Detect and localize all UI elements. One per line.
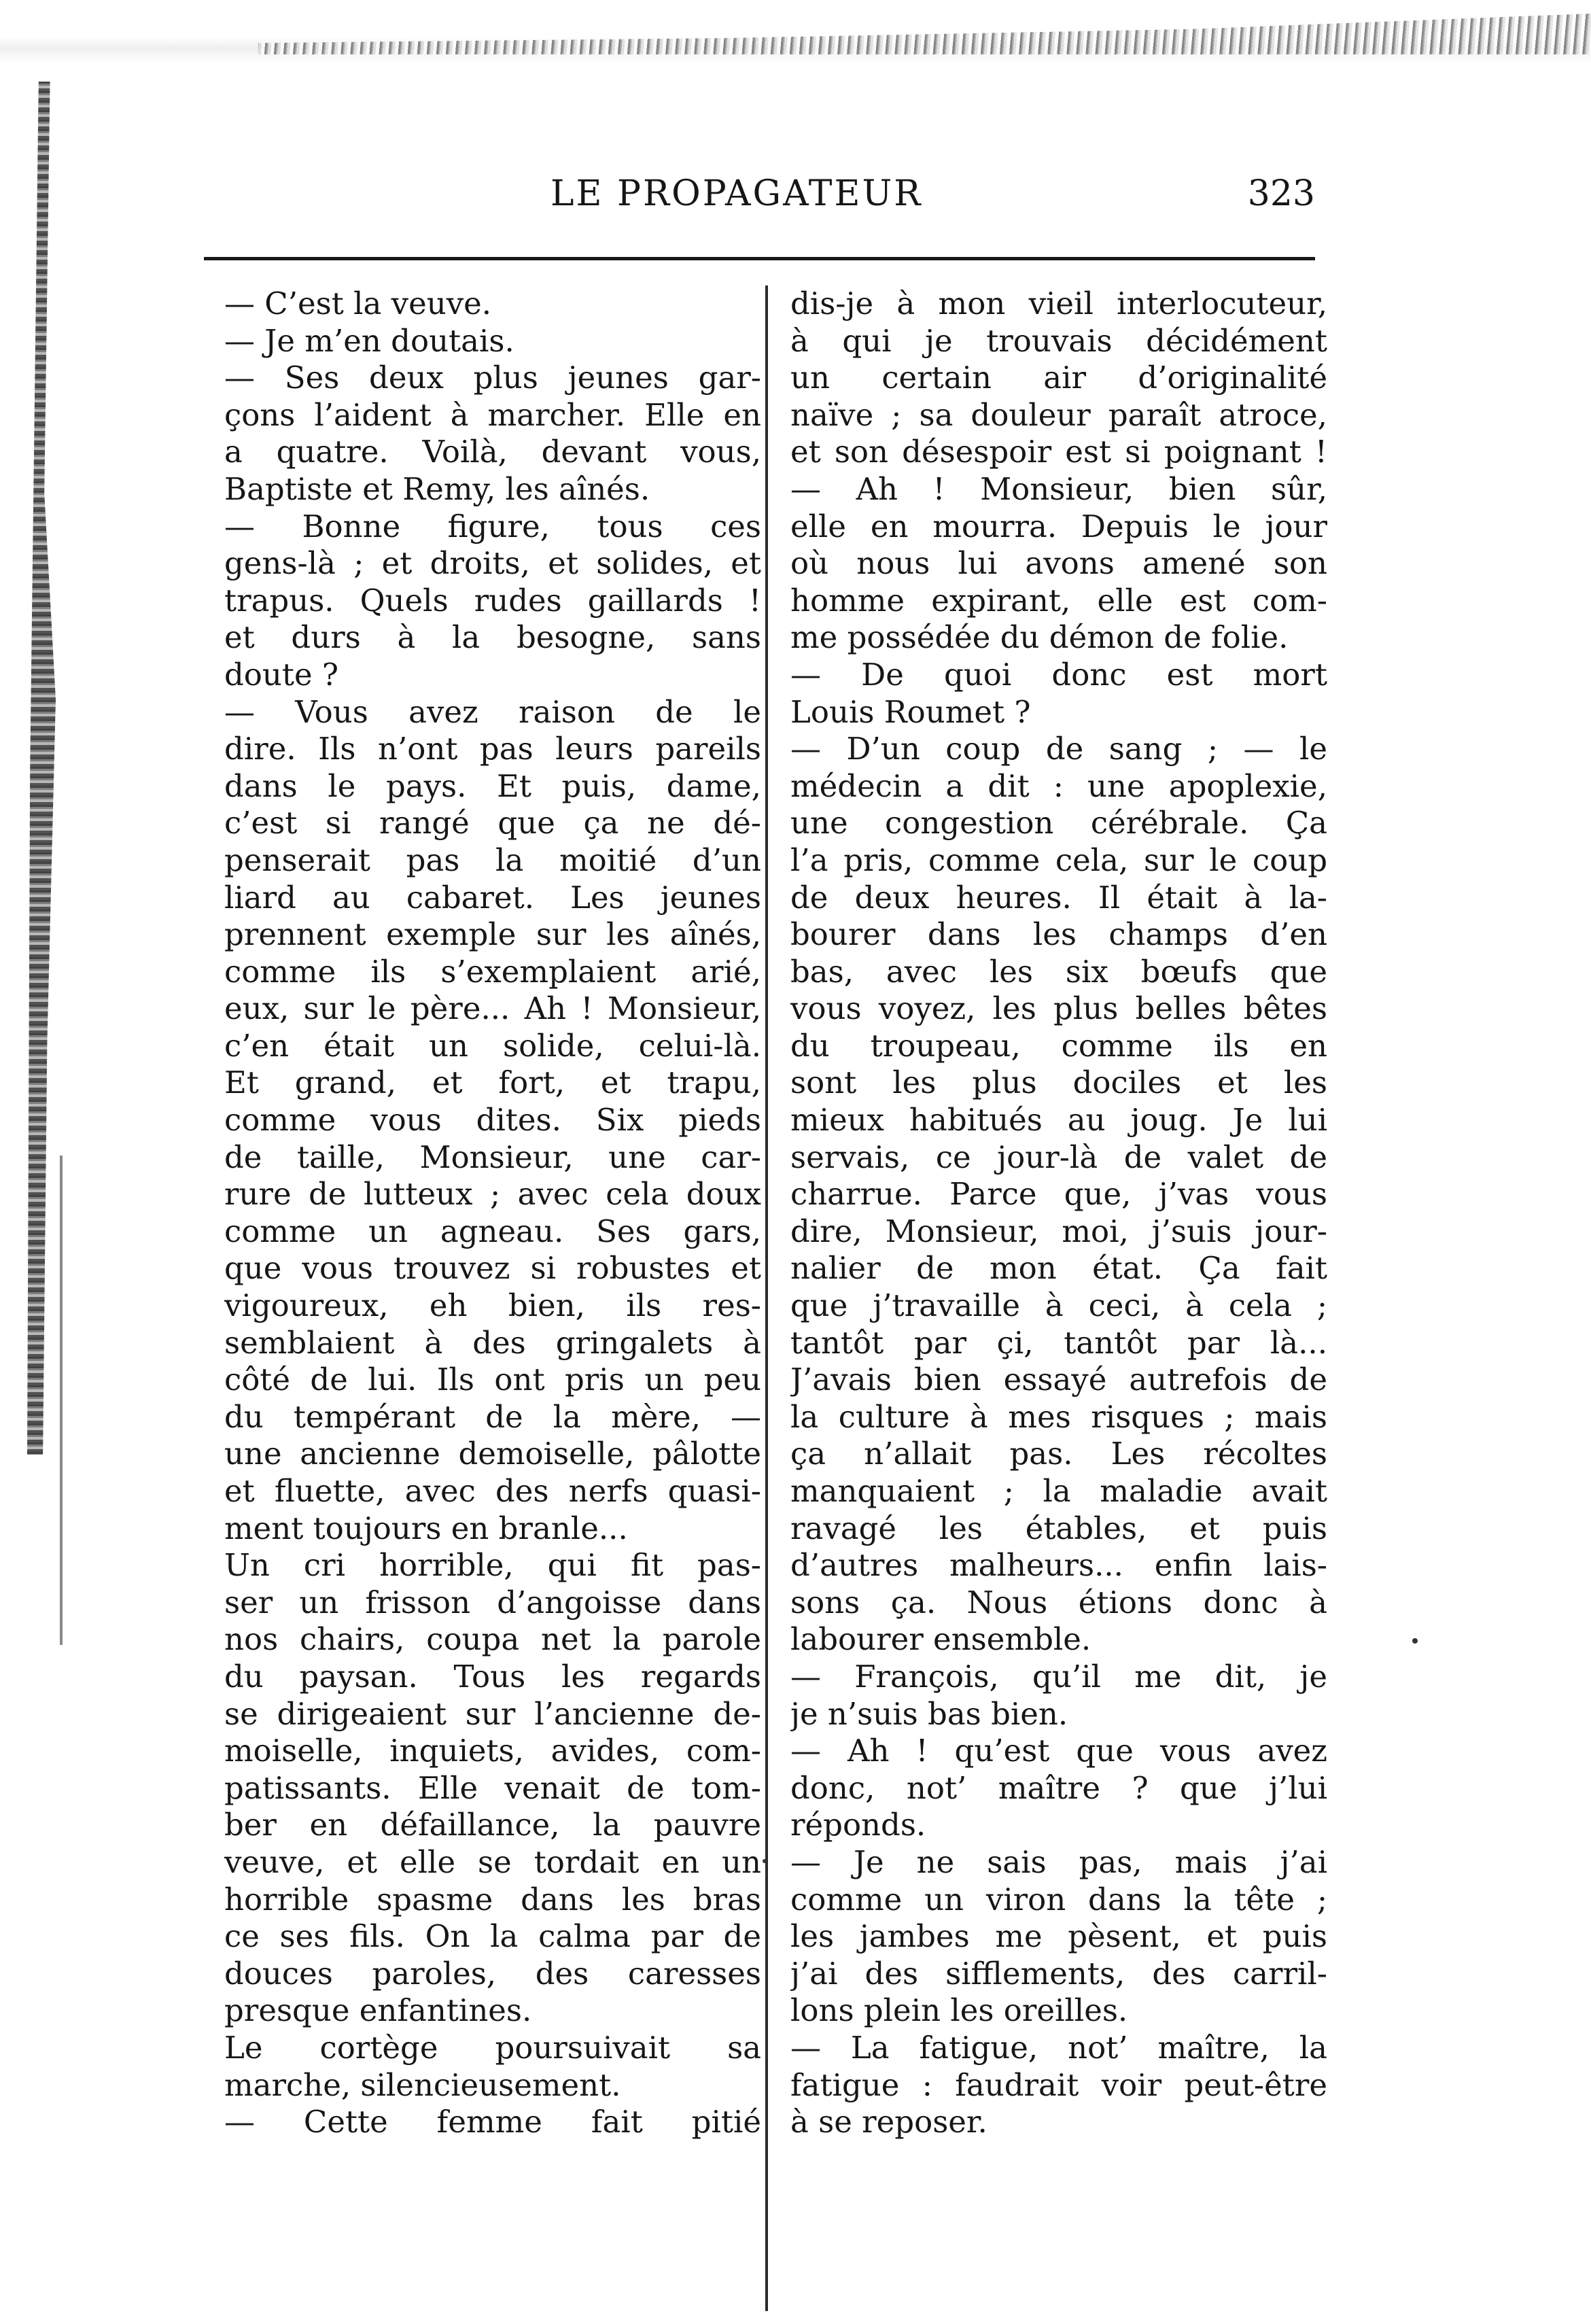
text-line: — Ah ! Monsieur, bien sûr, <box>790 470 1327 507</box>
text-line: — François, qu’il me dit, je <box>790 1658 1327 1695</box>
scan-speck <box>763 1859 767 1863</box>
text-line: mieux habitués au joug. Je lui <box>790 1102 1327 1139</box>
page-number: 323 <box>1247 173 1315 214</box>
running-title: LE PROPAGATEUR <box>550 173 923 214</box>
text-line: Un cri horrible, qui fit pas- <box>224 1547 761 1584</box>
text-line: me possédée du démon de folie. <box>790 619 1289 656</box>
text-line: rure de lutteux ; avec cela doux <box>224 1176 761 1213</box>
text-line: c’en était un solide, celui-là. <box>224 1027 761 1064</box>
text-line: servais, ce jour-là de valet de <box>790 1139 1327 1175</box>
text-line: c’est si rangé que ça ne dé- <box>224 805 761 842</box>
text-line: dis-je à mon vieil interlocuteur, <box>790 285 1327 322</box>
text-line: manquaient ; la maladie avait <box>790 1473 1327 1509</box>
text-line: du paysan. Tous les regards <box>224 1658 761 1695</box>
scan-left-rule <box>60 1156 63 1645</box>
text-line: les jambes me pèsent, et puis <box>790 1918 1327 1955</box>
text-line: que j’travaille à ceci, à cela ; <box>790 1287 1327 1324</box>
text-line: liard au cabaret. Les jeunes <box>224 879 761 916</box>
text-line: eux, sur le père... Ah ! Monsieur, <box>224 990 761 1027</box>
text-line: comme vous dites. Six pieds <box>224 1102 761 1139</box>
text-line: ce ses fils. On la calma par de <box>224 1918 761 1955</box>
text-line: sont les plus dociles et les <box>790 1064 1327 1101</box>
text-line: fatigue : faudrait voir peut-être <box>790 2066 1327 2103</box>
scan-top-edge <box>0 0 1591 65</box>
text-line: ravagé les étables, et puis <box>790 1510 1327 1546</box>
text-line: — Vous avez raison de le <box>224 693 761 730</box>
text-line: moiselle, inquiets, avides, com- <box>224 1733 761 1769</box>
text-line: se dirigeaient sur l’ancienne de- <box>224 1695 761 1732</box>
text-line: de deux heures. Il était à la- <box>790 879 1327 916</box>
text-line: homme expirant, elle est com- <box>790 582 1327 619</box>
text-line: presque enfantines. <box>224 1992 532 2029</box>
text-line: trapus. Quels rudes gaillards ! <box>224 582 761 619</box>
text-line: la culture à mes risques ; mais <box>790 1398 1327 1435</box>
text-line: — Je ne sais pas, mais j’ai <box>790 1843 1327 1880</box>
text-line: dire, Monsieur, moi, j’suis jour- <box>790 1213 1327 1249</box>
text-line: nalier de mon état. Ça fait <box>790 1250 1327 1287</box>
text-line: côté de lui. Ils ont pris un peu <box>224 1362 761 1398</box>
text-line: ça n’allait pas. Les récoltes <box>790 1436 1327 1472</box>
text-line: dans le pays. Et puis, dame, <box>224 767 761 804</box>
scan-artifact <box>258 14 1591 54</box>
text-line: bourer dans les champs d’en <box>790 916 1327 953</box>
text-line: dire. Ils n’ont pas leurs pareils <box>224 731 761 767</box>
text-line: à se reposer. <box>790 2104 987 2140</box>
text-line: et durs à la besogne, sans <box>224 619 761 656</box>
text-line: patissants. Elle venait de tom- <box>224 1769 761 1806</box>
text-line: penserait pas la moitié d’un <box>224 842 761 878</box>
text-line: Et grand, et fort, et trapu, <box>224 1064 761 1101</box>
text-line: bas, avec les six bœufs que <box>790 953 1327 990</box>
text-line: Baptiste et Remy, les aînés. <box>224 470 650 507</box>
text-line: çons l’aident à marcher. Elle en <box>224 396 761 433</box>
text-line: ment toujours en branle... <box>224 1510 628 1546</box>
text-line: — La fatigue, not’ maître, la <box>790 2029 1327 2066</box>
text-line: veuve, et elle se tordait en un <box>224 1843 761 1880</box>
text-line: où nous lui avons amené son <box>790 545 1327 582</box>
text-line: — Ah ! qu’est que vous avez <box>790 1733 1327 1769</box>
text-line: de taille, Monsieur, une car- <box>224 1139 761 1175</box>
text-line: l’a pris, comme cela, sur le coup <box>790 842 1327 878</box>
text-line: du tempérant de la mère, — <box>224 1398 761 1435</box>
text-line: et son désespoir est si poignant ! <box>790 434 1327 470</box>
text-column-left <box>224 285 761 2141</box>
text-line: j’ai des sifflements, des carril- <box>790 1955 1327 1992</box>
text-line: labourer ensemble. <box>790 1621 1091 1658</box>
text-line: charrue. Parce que, j’vas vous <box>790 1176 1327 1213</box>
text-line: J’avais bien essayé autrefois de <box>790 1362 1327 1398</box>
scan-left-edge <box>27 82 56 1455</box>
text-line: — Je m’en doutais. <box>224 322 514 359</box>
text-line: ser un frisson d’angoisse dans <box>224 1584 761 1620</box>
text-line: d’autres malheurs... enfin lais- <box>790 1547 1327 1584</box>
text-line: semblaient à des gringalets à <box>224 1324 761 1361</box>
text-line: douces paroles, des caresses <box>224 1955 761 1992</box>
text-line: elle en mourra. Depuis le jour <box>790 508 1327 544</box>
text-line: nos chairs, coupa net la parole <box>224 1621 761 1658</box>
text-line: — C’est la veuve. <box>224 285 492 322</box>
text-line: — D’un coup de sang ; — le <box>790 731 1327 767</box>
column-divider <box>765 285 768 2311</box>
text-line: marche, silencieusement. <box>224 2066 621 2103</box>
text-line: doute ? <box>224 656 339 693</box>
text-line: donc, not’ maître ? que j’lui <box>790 1769 1327 1806</box>
text-line: à qui je trouvais décidément <box>790 322 1327 359</box>
header-rule <box>204 257 1315 260</box>
text-line: médecin a dit : une apoplexie, <box>790 767 1327 804</box>
text-line: prennent exemple sur les aînés, <box>224 916 761 953</box>
text-line: comme ils s’exemplaient arié, <box>224 953 761 990</box>
text-line: une ancienne demoiselle, pâlotte <box>224 1436 761 1472</box>
text-line: du troupeau, comme ils en <box>790 1027 1327 1064</box>
text-line: a quatre. Voilà, devant vous, <box>224 434 761 470</box>
text-line: horrible spasme dans les bras <box>224 1881 761 1918</box>
text-line: ber en défaillance, la pauvre <box>224 1807 761 1843</box>
text-line: comme un viron dans la tête ; <box>790 1881 1327 1918</box>
text-line: vous voyez, les plus belles bêtes <box>790 990 1327 1027</box>
text-line: réponds. <box>790 1807 926 1843</box>
text-line: naïve ; sa douleur paraît atroce, <box>790 396 1327 433</box>
text-line: vigoureux, eh bien, ils res- <box>224 1287 761 1324</box>
text-line: que vous trouvez si robustes et <box>224 1250 761 1287</box>
text-line: lons plein les oreilles. <box>790 1992 1128 2029</box>
text-line: — Ses deux plus jeunes gar- <box>224 360 761 396</box>
text-column-right <box>790 285 1327 2141</box>
text-line: je n’suis bas bien. <box>790 1695 1068 1732</box>
text-line: — De quoi donc est mort <box>790 656 1327 693</box>
text-line: Louis Roumet ? <box>790 693 1031 730</box>
text-line: comme un agneau. Ses gars, <box>224 1213 761 1249</box>
text-line: un certain air d’originalité <box>790 360 1327 396</box>
text-line: gens-là ; et droits, et solides, et <box>224 545 761 582</box>
text-line: et fluette, avec des nerfs quasi- <box>224 1473 761 1509</box>
text-line: une congestion cérébrale. Ça <box>790 805 1327 842</box>
text-line: — Bonne figure, tous ces <box>224 508 761 544</box>
page-header <box>204 173 1315 228</box>
text-line: Le cortège poursuivait sa <box>224 2029 761 2066</box>
text-line: tantôt par çi, tantôt par là... <box>790 1324 1327 1361</box>
text-line: — Cette femme fait pitié <box>224 2104 761 2140</box>
text-line: sons ça. Nous étions donc à <box>790 1584 1327 1620</box>
scan-speck <box>1412 1638 1418 1644</box>
